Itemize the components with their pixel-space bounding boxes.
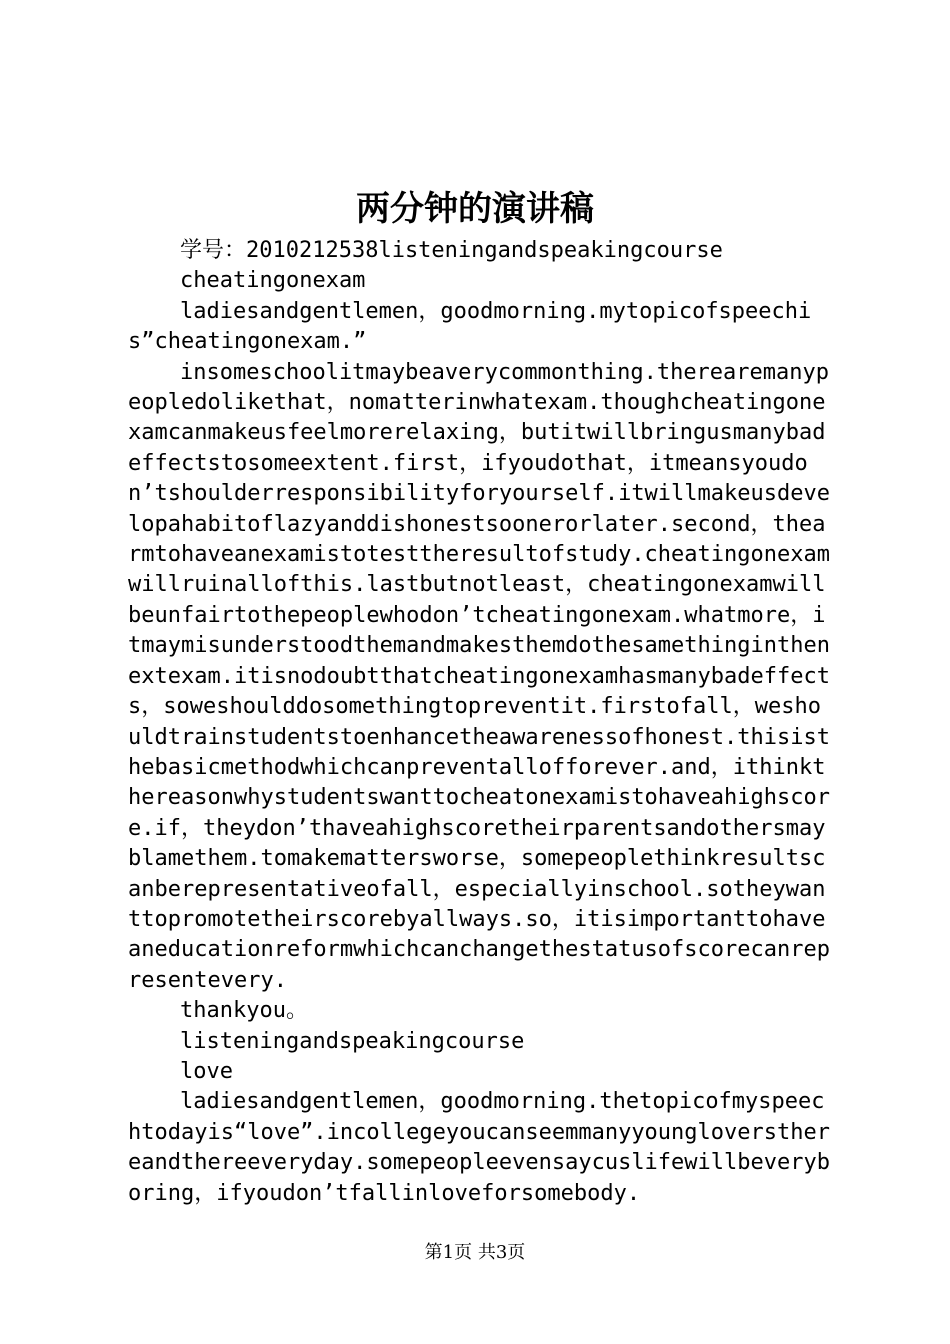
speech-topic-heading: cheatingonexam [180,268,366,294]
document-body [128,236,834,1209]
page-footer: 第1页 共3页 [424,1242,526,1263]
second-speech-paragraph: ladiesandgentlemen，goodmorning.thetopicofmyspeechtodayis“love”.incollegeyoucanseemmanyyoungloversthereandthereeveryday.somepeopleevensaycuslifewillbeveryboring，ifyoudon’tfallinloveforsomebody. [128,1089,830,1206]
speech-opening-paragraph: ladiesandgentlemen，goodmorning.mytopicofspeechis”cheatingonexam.” [128,298,812,355]
course-name-line: listeningandspeakingcourse [180,1028,525,1054]
document-title: 两分钟的演讲稿 [356,189,594,229]
speech-main-paragraph: insomeschoolitmaybeaverycommonthing.therearemanypeopledolikethat，nomatterinwhatexam.thoughcheatingonexamcanmakeusfeelmorerelaxing，butitwillbringusmanybadeffectstosomeextent.first，ifyoudothat，itmeansyoudon’tshoulderresponsibilityforyourself.itwillmakeusdevelopahabitoflazyanddishonestsoonerorlater.second，thearmtohaveanexamistotesttheresultofstudy.cheatingonexamwillruinallofthis.lastbutnotleast，cheatingonexamwillbeunfairtothepeoplewhodon’tcheatingonexam.whatmore，itmaymisunderstoodthemandmakesthemdothesamethinginthenextexam.itisnodoubtthatcheatingonexamhasmanybadeffects，soweshoulddosomethingtopreventit.firstofall，weshouldtrainstudentstoenhancetheawarenessofhonest.thisisthebasicmethodwhichcanpreventallofforever.and，ithinkthereasonwhystudentswanttocheatonexamistohaveahighscore.if，theydon’thaveahighscoretheirparentsandothersmayblamethem.tomakemattersworse，somepeoplethinkresultscanberepresentativeofall，especiallyinschool.sotheywanttopromotetheirscorebyallways.so，itisimportanttohaveaneducationreformwhichcanchangethestatusofscorecanrepresentevery. [128,359,830,993]
speech-closing-line: thankyou。 [180,998,308,1024]
second-topic-heading: love [180,1058,233,1084]
student-id-line: 学号：2010212538listeningandspeakingcourse [180,238,723,263]
